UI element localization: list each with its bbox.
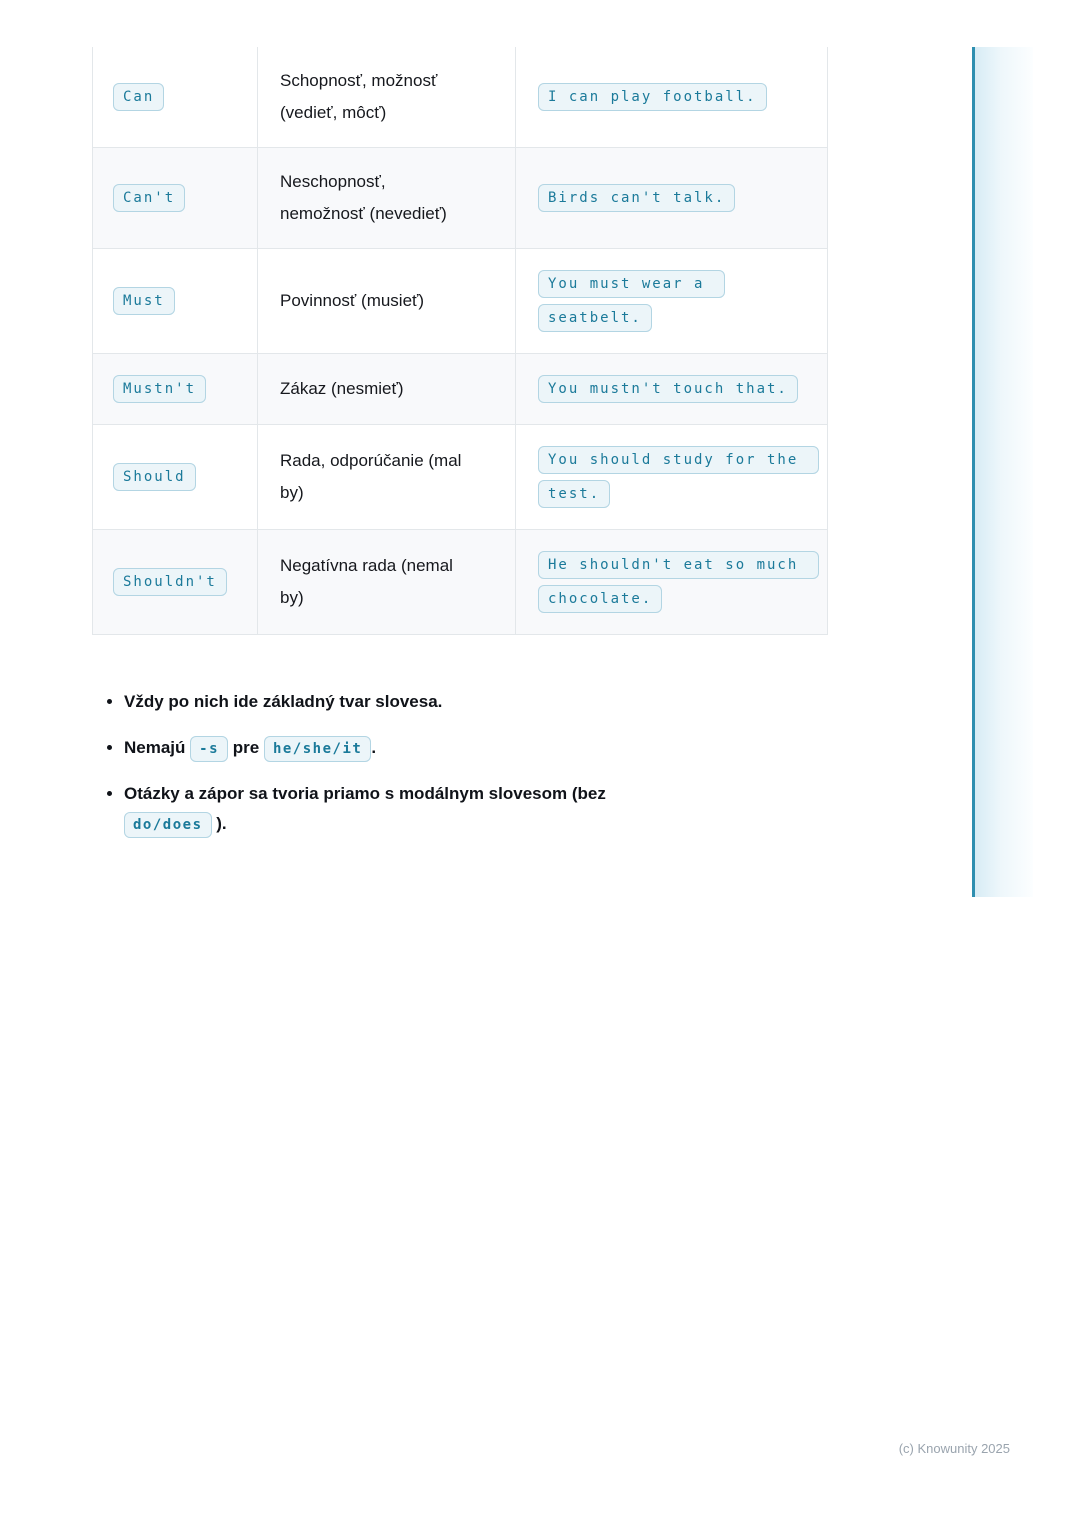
example-cell [516, 354, 828, 425]
modal-cell [93, 249, 258, 354]
meaning-text: Negatívna rada (nemal by) [258, 530, 516, 635]
note-text: Nemajú [124, 738, 186, 757]
example-cell [516, 425, 828, 530]
example-cell [516, 249, 828, 354]
note-text: Otázky a zápor sa tvoria priamo s modálnym slovesom (bez [124, 784, 606, 803]
modal-badge: Can't [113, 184, 185, 212]
meaning-text: Neschopnosť, nemožnosť (nevedieť) [258, 148, 516, 249]
modal-badge: Mustn't [113, 375, 206, 403]
example-cell [516, 148, 828, 249]
modal-cell [93, 530, 258, 635]
example-cell [516, 530, 828, 635]
table-row [93, 530, 828, 635]
modal-cell [93, 425, 258, 530]
table-row [93, 47, 828, 148]
meaning-text: Zákaz (nesmieť) [258, 354, 516, 425]
scrollbar-track[interactable] [972, 47, 1033, 897]
example-cell [516, 47, 828, 148]
notes-list [92, 687, 832, 839]
modal-badge: Must [113, 287, 175, 315]
example-badge: You mustn't touch that. [538, 375, 798, 403]
note-item [124, 779, 832, 839]
example-badge: You must wear a seatbelt. [538, 270, 725, 332]
note-item [124, 687, 832, 717]
table-row [93, 354, 828, 425]
modal-verbs-table [92, 47, 828, 635]
inline-code-badge: -s [190, 736, 228, 762]
modal-badge: Shouldn't [113, 568, 227, 596]
modal-cell [93, 47, 258, 148]
note-text: pre [232, 738, 260, 757]
table-row [93, 148, 828, 249]
example-badge: You should study for the test. [538, 446, 819, 508]
table-row [93, 249, 828, 354]
meaning-text: Rada, odporúčanie (mal by) [258, 425, 516, 530]
inline-code-badge: he/she/it [264, 736, 371, 762]
meaning-text: Povinnosť (musieť) [258, 249, 516, 354]
modal-cell [93, 354, 258, 425]
modal-cell [93, 148, 258, 249]
note-text: Vždy po nich ide základný tvar slovesa. [124, 692, 443, 711]
document-content [92, 47, 832, 855]
copyright-text: (c) Knowunity 2025 [898, 1441, 1010, 1456]
note-item [124, 733, 832, 763]
example-badge: Birds can't talk. [538, 184, 735, 212]
note-text: ). [216, 814, 227, 833]
modal-badge: Can [113, 83, 164, 111]
meaning-text: Schopnosť, možnosť (vedieť, môcť) [258, 47, 516, 148]
inline-code-badge: do/does [124, 812, 212, 838]
example-badge: I can play football. [538, 83, 767, 111]
table-row [93, 425, 828, 530]
modal-badge: Should [113, 463, 196, 491]
note-text: . [371, 738, 377, 757]
example-badge: He shouldn't eat so much chocolate. [538, 551, 819, 613]
